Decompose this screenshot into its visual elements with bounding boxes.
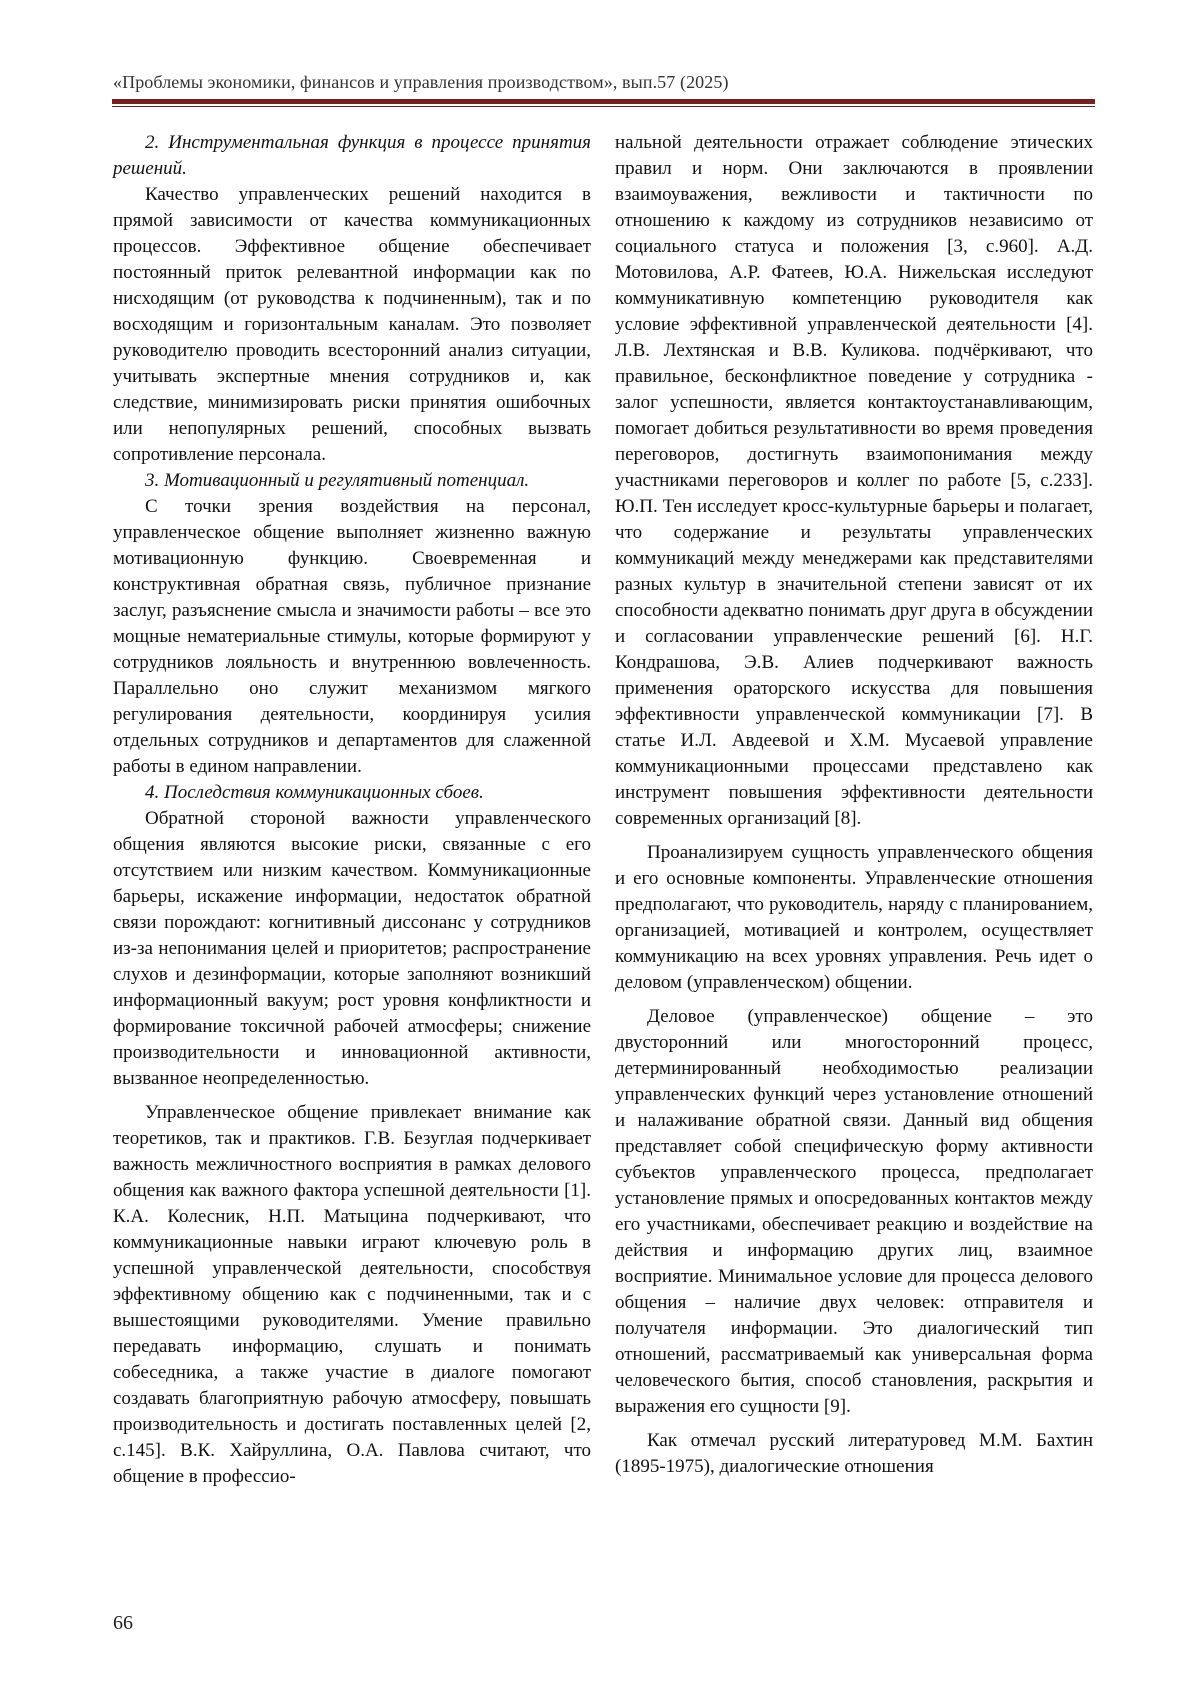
subheading-communication-failures: 4. Последствия коммуникационных сбоев. xyxy=(145,782,484,803)
left-column xyxy=(113,130,591,1490)
paragraph-bakhtin: Как отмечал русский литературовед М.М. Бахтин (1895-1975), диалогические отношения xyxy=(615,1430,1093,1477)
header-rule-thin xyxy=(112,106,1095,107)
paragraph-literature-review-continued: нальной деятельности отражает соблюдение этических правил и норм. Они заключаются в проявлении взаимоуважения, вежливости и тактичности по отношению к каждому из сотрудников независимо от социального статуса и положения [3, с.960]. А.Д. Мотовилова, А.Р. Фатеев, Ю.А. Нижельская исследуют коммуникативную компетенцию руководителя как условие эффективной управленческой деятельности [4]. Л.В. Лехтянская и В.В. Куликова. подчёркивают, что правильное, бесконфликтное поведение у сотрудника - залог успешности, является контактоустанавливающим, помогает добиться результативности во время проведения переговоров, достигнуть взаимопонимания между участниками переговоров и коллег по работе [5, с.233]. Ю.П. Тен исследует кросс-культурные барьеры и полагает, что содержание и результаты управленческих коммуникаций между менеджерами как представителями разных культур в значительной степени зависят от их способности адекватно понимать друг друга в обсуждении и согласовании управленческие решений [6]. Н.Г. Кондрашова, Э.В. Алиев подчеркивают важность применения ораторского искусства для повышения эффективности управленческой коммуникации [7]. В статье И.Л. Авдеевой и Х.М. Мусаевой управление коммуникационными процессами представлено как инструмент повышения эффективности деятельности современных организаций [8]. xyxy=(615,132,1093,829)
paragraph-literature-review: Управленческое общение привлекает внимание как теоретиков, так и практиков. Г.В. Безуглая подчеркивает важность межличностного восприятия в рамках делового общения как важного фактора успешной деятельности [1]. К.А. Колесник, Н.П. Матыцина подчеркивают, что коммуникационные навыки играют ключевую роль в успешной управленческой деятельности, способствуя эффективному общению как с подчиненными, так и с вышестоящими руководителями. Умение правильно передавать информацию, слушать и понимать собеседника, а также участие в диалоге помогают создавать благоприятную рабочую атмосферу, повышать производительность и достигать поставленных целей [2, с.145]. В.К. Хайруллина, О.А. Павлова считают, что общение в профессио- xyxy=(113,1102,591,1487)
header-rule xyxy=(112,99,1095,104)
subheading-instrumental-function: 2. Инструментальная функция в процессе принятия решений. xyxy=(113,132,591,179)
paragraph-motivation: С точки зрения воздействия на персонал, управленческое общение выполняет жизненно важную мотивационную функцию. Своевременная и конструктивная обратная связь, публичное признание заслуг, разъяснение смысла и значимости работы – все это мощные нематериальные стимулы, которые формируют у сотрудников лояльность и внутреннюю вовлеченность. Параллельно оно служит механизмом мягкого регулирования деятельности, координируя усилия отдельных сотрудников и департаментов для слаженной работы в едином направлении. xyxy=(113,496,591,777)
paragraph-business-communication-definition: Деловое (управленческое) общение – это двусторонний или многосторонний процесс, детерминированный необходимостью реализации управленческих функций через установление отношений и налаживание обратной связи. Данный вид общения представляет собой специфическую форму активности субъектов управленческого процесса, предполагает установление прямых и опосредованных контактов между его участниками, обеспечивает реакцию и воздействие на действия и информацию других лиц, взаимное восприятие. Минимальное условие для процесса делового общения – наличие двух человек: отправителя и получателя информации. Это диалогический тип отношений, рассматриваемый как универсальная форма человеческого бытия, способ становления, раскрытия и выражения его сущности [9]. xyxy=(615,1006,1093,1417)
subheading-motivational-potential: 3. Мотивационный и регулятивный потенциал. xyxy=(145,470,530,491)
paragraph-decision-quality: Качество управленческих решений находится в прямой зависимости от качества коммуникационных процессов. Эффективное общение обеспечивает постоянный приток релевантной информации как по нисходящим (от руководства к подчиненным), так и по восходящим и горизонтальным каналам. Это позволяет руководителю проводить всесторонний анализ ситуации, учитывать экспертные мнения сотрудников и, как следствие, минимизировать риски принятия ошибочных или непопулярных решений, способных вызвать сопротивление персонала. xyxy=(113,184,591,465)
paragraph-communication-risks: Обратной стороной важности управленческого общения являются высокие риски, связанные с его отсутствием или низким качеством. Коммуникационные барьеры, искажение информации, недостаток обратной связи порождают: когнитивный диссонанс у сотрудников из-за непонимания целей и приоритетов; распространение слухов и дезинформации, которые заполняют возникший информационный вакуум; рост уровня конфликтности и формирование токсичной рабочей атмосферы; снижение производительности и инновационной активности, вызванное неопределенностью. xyxy=(113,808,591,1089)
right-column xyxy=(615,130,1093,1480)
page-number: 66 xyxy=(113,1612,133,1634)
paragraph-essence-analysis: Проанализируем сущность управленческого общения и его основные компоненты. Управленческие отношения предполагают, что руководитель, наряду с планированием, организацией, мотивацией и контролем, осуществляет коммуникацию на всех уровнях управления. Речь идет о деловом (управленческом) общении. xyxy=(615,842,1093,993)
running-header: «Проблемы экономики, финансов и управления производством», вып.57 (2025) xyxy=(113,72,729,92)
